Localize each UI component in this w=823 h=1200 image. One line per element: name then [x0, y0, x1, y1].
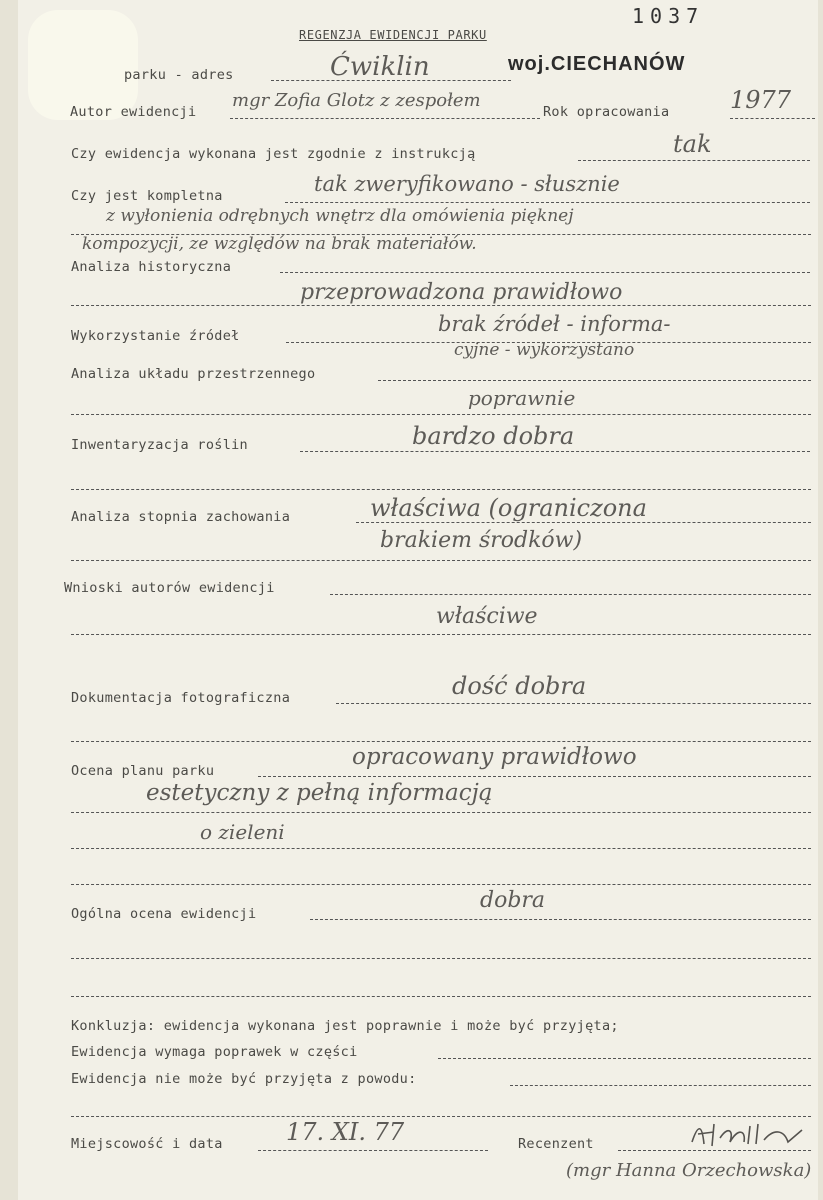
author-label: Autor ewidencji	[70, 104, 197, 120]
preservation-line-2	[71, 560, 811, 561]
preservation-value-2: brakiem środków)	[380, 528, 583, 553]
year-value: 1977	[730, 86, 792, 114]
complete-value-3: kompozycji, ze względów na brak materiałów.	[82, 234, 477, 254]
plants-label: Inwentaryzacja roślin	[71, 437, 248, 453]
document-number: 1037	[632, 4, 705, 28]
history-line-2	[71, 305, 811, 306]
conclusions-label: Wnioski autorów ewidencji	[64, 580, 275, 596]
sources-value-2: cyjne - wykorzystano	[454, 340, 635, 360]
photo-label: Dokumentacja fotograficzna	[71, 690, 291, 706]
plan-line-3	[71, 848, 811, 849]
spatial-line-2	[71, 414, 811, 415]
complete-line-1	[285, 202, 810, 203]
spatial-label: Analiza układu przestrzennego	[71, 366, 316, 382]
instruction-value: tak	[673, 130, 712, 158]
conclusion-line-4-fill	[71, 1116, 811, 1117]
overall-value: dobra	[480, 888, 546, 913]
reviewer-label: Recenzent	[518, 1136, 594, 1152]
plan-line-1	[258, 776, 811, 777]
author-line	[230, 118, 540, 119]
overall-line-1	[310, 919, 811, 920]
conclusion-line-3-fill	[510, 1085, 811, 1086]
preservation-label: Analiza stopnia zachowania	[71, 509, 291, 525]
photo-line-1	[336, 703, 811, 704]
sources-label: Wykorzystanie źródeł	[71, 328, 240, 344]
plants-line-1	[300, 451, 810, 452]
photo-line-2	[71, 741, 811, 742]
complete-label: Czy jest kompletna	[71, 188, 223, 204]
overall-line-2	[71, 958, 811, 959]
author-value: mgr Zofia Glotz z zespołem	[232, 90, 481, 111]
place-date-label: Miejscowość i data	[71, 1136, 223, 1152]
document-page	[18, 0, 818, 1200]
instruction-line	[578, 160, 810, 161]
region-stamp: woj.CIECHANÓW	[508, 53, 686, 75]
place-date-line	[258, 1150, 488, 1151]
spatial-line-1	[378, 380, 811, 381]
reviewer-line	[618, 1150, 811, 1151]
instruction-label: Czy ewidencja wykonana jest zgodnie z instrukcją	[71, 146, 476, 162]
plan-value-1: opracowany prawidłowo	[352, 744, 637, 770]
conclusion-line-2: Ewidencja wymaga poprawek w części	[71, 1044, 358, 1060]
preservation-line-1	[356, 522, 811, 523]
complete-value-1: tak zweryfikowano - słusznie	[314, 172, 620, 196]
year-line	[730, 118, 815, 119]
overall-label: Ogólna ocena ewidencji	[71, 906, 257, 922]
park-address-value: Ćwiklin	[330, 52, 430, 82]
preservation-value-1: właściwa (ograniczona	[370, 494, 647, 522]
document-title: REGENZJA EWIDENCJI PARKU	[299, 28, 487, 42]
park-address-label: parku - adres	[124, 67, 234, 83]
conclusions-line-2	[71, 634, 811, 635]
photo-value: dość dobra	[452, 672, 587, 700]
conclusions-line-1	[330, 594, 811, 595]
history-line-1	[280, 272, 810, 273]
plan-label: Ocena planu parku	[71, 763, 215, 779]
history-value: przeprowadzona prawidłowo	[300, 280, 623, 305]
overall-line-3	[71, 996, 811, 997]
plan-value-2: estetyczny z pełną informacją	[146, 780, 493, 806]
reviewer-signature	[688, 1120, 808, 1150]
plants-value: bardzo dobra	[412, 422, 575, 450]
complete-value-2: z wyłonienia odrębnych wnętrz dla omówienia pięknej	[106, 206, 574, 226]
plan-line-4	[71, 884, 811, 885]
plants-line-2	[71, 489, 811, 490]
plan-line-2	[71, 812, 811, 813]
conclusion-line-3: Ewidencja nie może być przyjęta z powodu:	[71, 1071, 417, 1087]
history-label: Analiza historyczna	[71, 259, 232, 275]
conclusion-line-1: Konkluzja: ewidencja wykonana jest poprawnie i może być przyjęta;	[71, 1018, 619, 1034]
year-label: Rok opracowania	[543, 104, 670, 120]
conclusions-value: właściwe	[436, 604, 538, 629]
spatial-value: poprawnie	[468, 386, 576, 410]
place-date-value: 17. XI. 77	[286, 1118, 405, 1146]
plan-value-3: o zieleni	[200, 820, 285, 844]
sources-value-1: brak źródeł - informa-	[438, 312, 671, 336]
reviewer-name: (mgr Hanna Orzechowska)	[566, 1160, 812, 1181]
conclusion-line-2-fill	[438, 1058, 811, 1059]
